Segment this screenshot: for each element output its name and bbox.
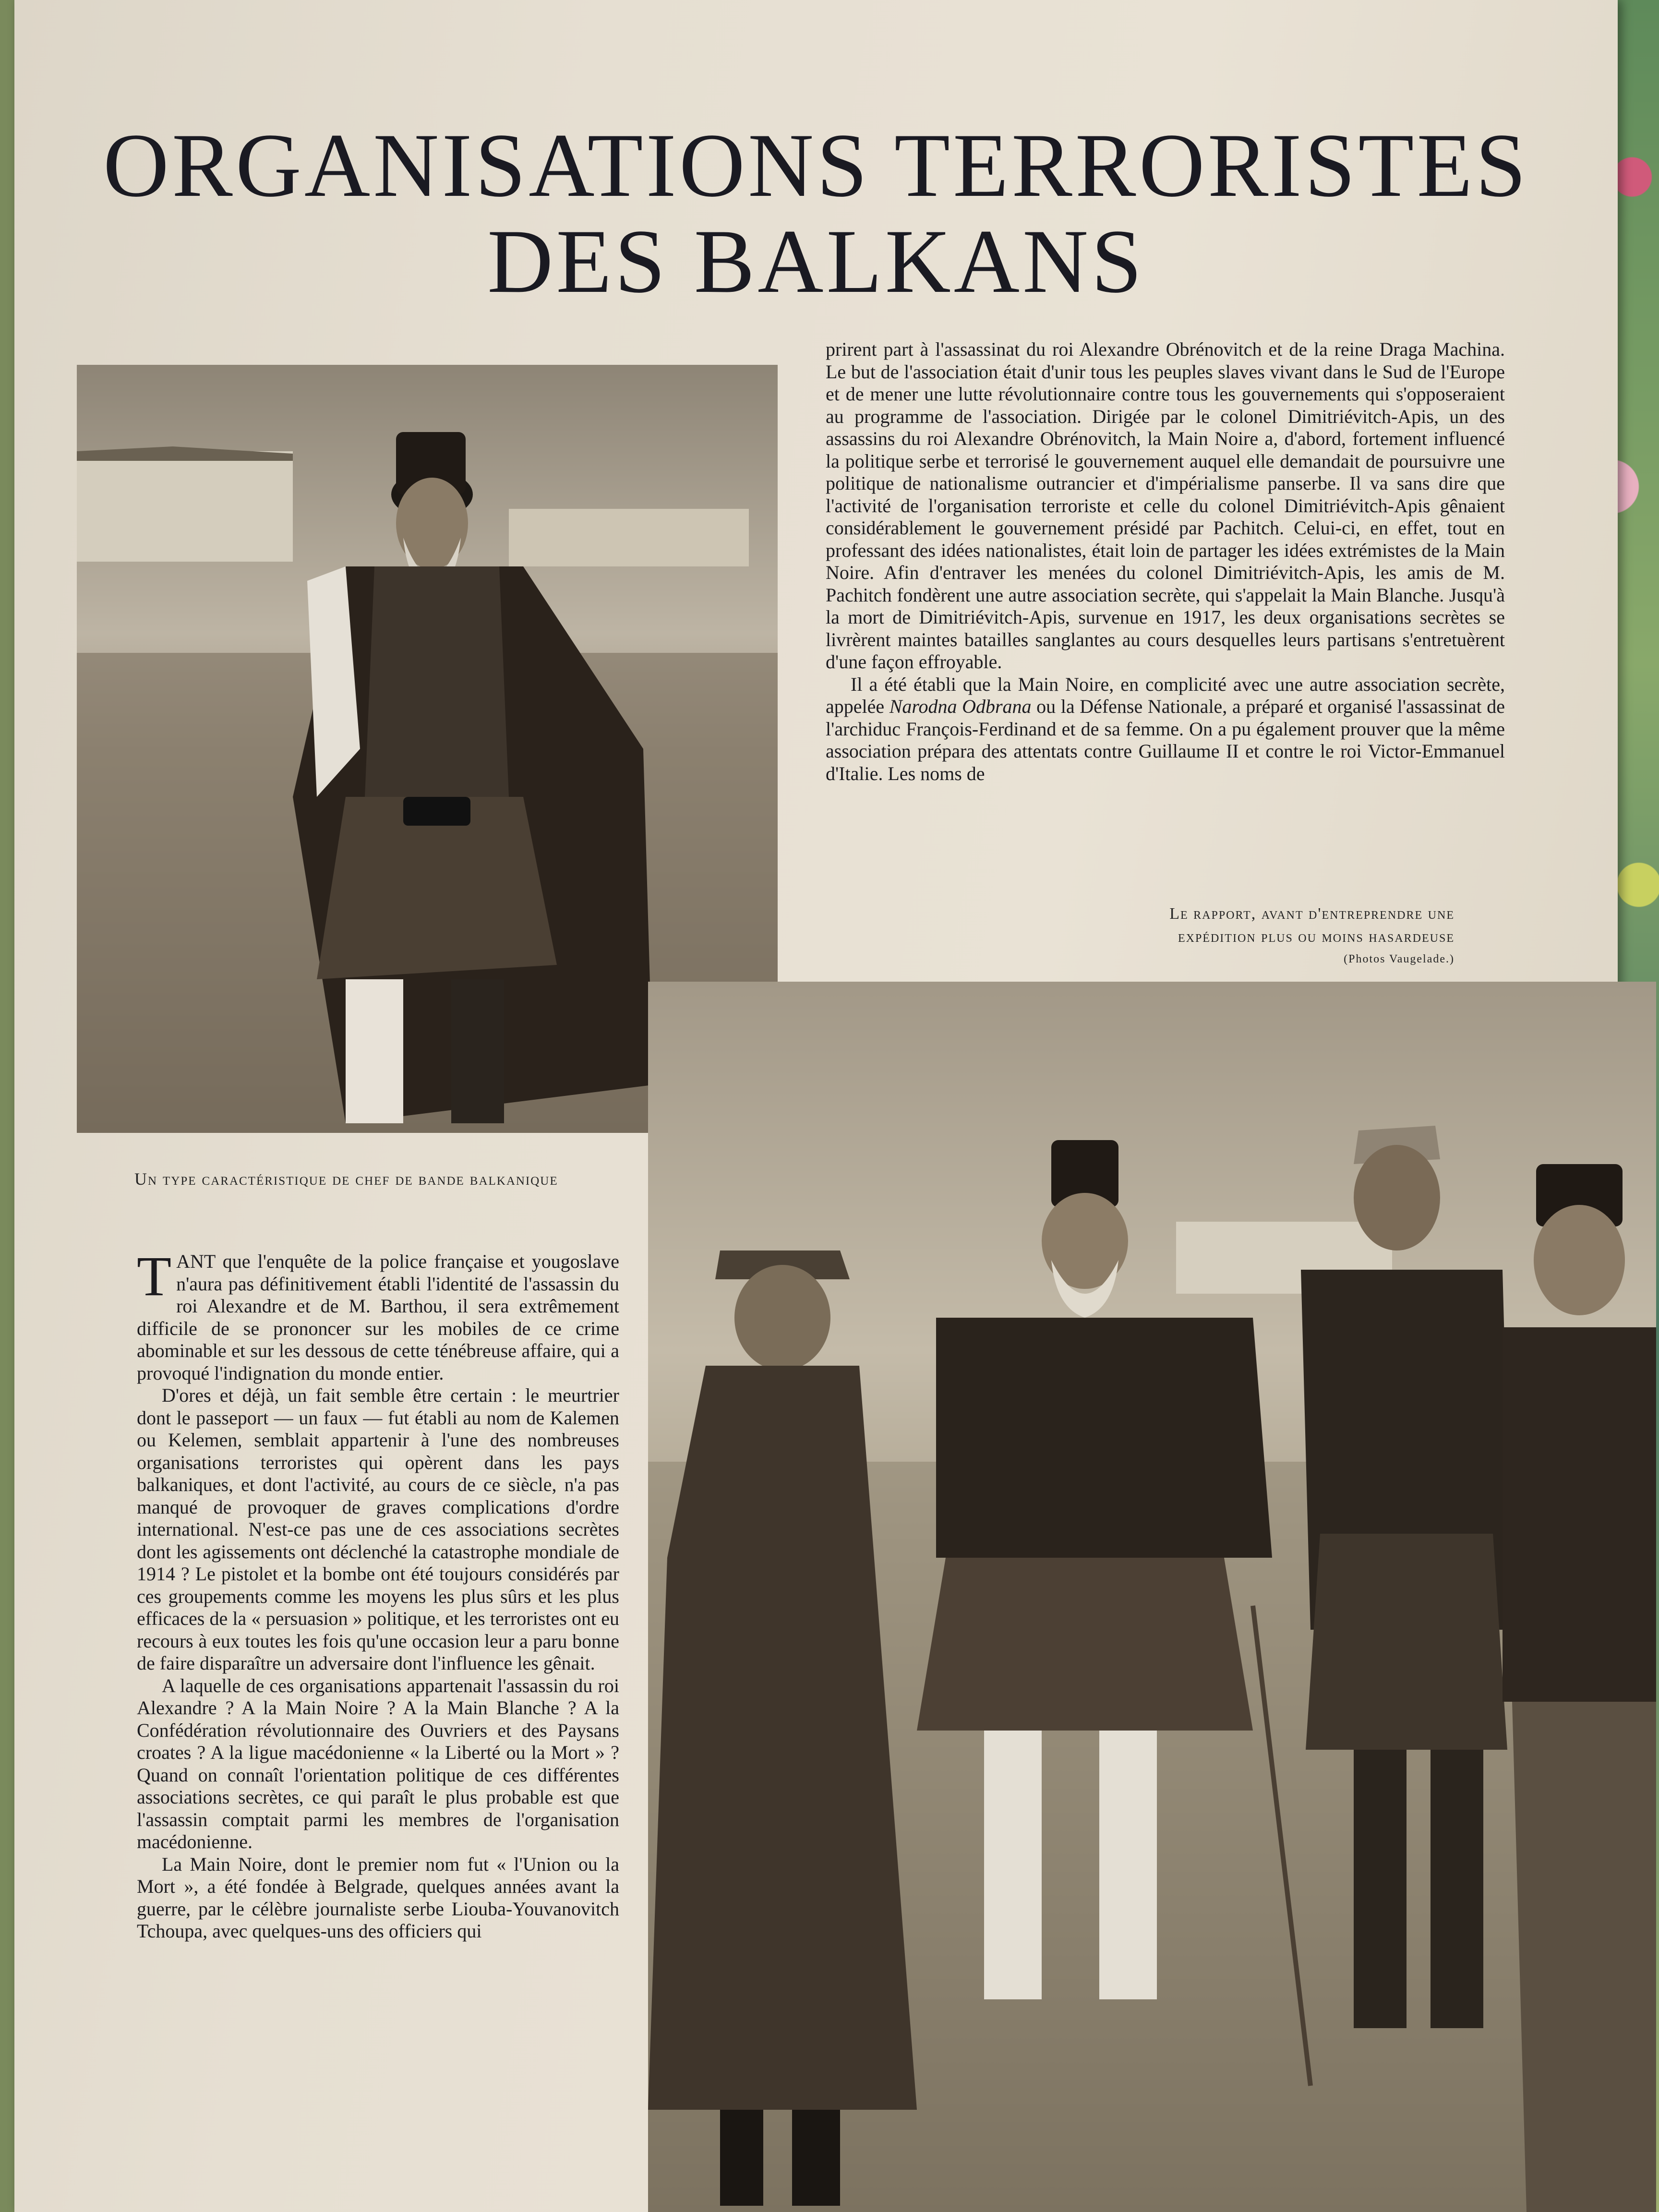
narodna-odbrana-italic: Narodna Odbrana: [889, 696, 1032, 717]
article-right-column: [826, 338, 1505, 785]
left-p1-text: ANT que l'enquête de la police française et yougoslave n'aura pas définitivement établi l'identité de l'assassin du roi Alexandre et de M. Barthou, il sera extrêmement difficile de se prononcer sur les mobiles de ce crime abominable et sur les dessous de cette ténébreuse affaire, qui a provoqué l'indignation du monde entier.: [137, 1250, 619, 1384]
caption-rapport: [1022, 902, 1455, 949]
right-paragraph-1: prirent part à l'assassinat du roi Alexandre Obrénovitch et de la reine Draga Machina. Le but de l'association était d'unir tous les peuples slaves vivant dans le Sud de l'Europe et de mener une lutte révolutionnaire contre tous les gouvernements qui s'opposeraient au programme de l'association. Dirigée par le colonel Dimitriévitch-Apis, un des assassins du roi Alexandre Obrénovitch, la Main Noire a, d'abord, fortement influencé la politique serbe et terrorisé le gouvernement auquel elle demandait de poursuivre une politique de nationalisme outrancier et d'impérialisme panserbe. Il va sans dire que l'activité de l'organisation terroriste et celle du colonel Dimitriévitch-Apis gênaient considérablement le gouvernement présidé par Pachitch. Celui-ci, en effet, tout en professant des idées nationalistes, était loin de partager les idées extrémistes de la Main Noire. Afin d'entraver les menées du colonel Dimitriévitch-Apis, les amis de M. Pachitch fondèrent une autre association secrète, qui s'appelait la Main Blanche. Jusqu'à la mort de Dimitriévitch-Apis, survenue en 1917, les deux organisations secrètes se livrèrent maintes batailles sanglantes au cours desquelles leurs partisans s'entretuèrent d'une façon effroyable.: [826, 338, 1505, 673]
caption-chef: Un type caractéristique de chef de bande balkanique: [134, 1169, 558, 1189]
right-p2-text-b: ou la Défense Nationale, a préparé et organisé l'assassinat de l'archiduc François-Ferdinand et de sa femme. On a pu également prouver que la même association prépara des attentats contre Guillaume II et contre le roi Victor-Emmanuel d'Italie. Les noms de: [826, 696, 1505, 784]
right-p2-text-a: Il a été établi que la Main Noire, en complicité avec une autre association secrète, appelée: [826, 673, 1505, 717]
magazine-page: [14, 0, 1618, 2212]
caption-rapport-line1: Le rapport, avant d'entreprendre une: [1169, 905, 1455, 923]
caption-rapport-line2: expédition plus ou moins hasardeuse: [1178, 928, 1455, 946]
page-title-line2: DES BALKANS: [487, 211, 1145, 312]
article-left-column: [137, 1245, 619, 1943]
photo-group-of-men: [648, 982, 1656, 2212]
right-paragraph-2: [826, 673, 1505, 785]
drop-cap: T: [137, 1245, 172, 1308]
left-paragraph-4: La Main Noire, dont le premier nom fut « l'Union ou la Mort », a été fondée à Belgrade, quelques années avant la guerre, par le célèbre journaliste serbe Liouba-Youvanovitch Tchoupa, avec quelques-uns des officiers qui: [137, 1853, 619, 1942]
photo-credit: (Photos Vaugelade.): [1344, 953, 1455, 965]
left-paragraph-2: D'ores et déjà, un fait semble être certain : le meurtrier dont le passeport — un faux — fut établi au nom de Kalemen ou Kelemen, semblait appartenir à l'une des nombreuses organisations terroristes qui opèrent dans les pays balkaniques, et dont l'activité, au cours de ce siècle, n'a pas manqué de provoquer de graves complications d'ordre international. N'est-ce pas une de ces associations secrètes dont les agissements ont déclenché la catastrophe mondiale de 1914 ? Le pistolet et la bombe ont été toujours considérés par ces groupements comme les moyens les plus sûrs et les plus efficaces de la « persuasion » politique, et les terroristes ont eu recours à eux toutes les fois qu'une occasion leur a paru bonne de faire disparaître un adversaire dont l'influence les gênait.: [137, 1384, 619, 1674]
left-paragraph-3: A laquelle de ces organisations appartenait l'assassin du roi Alexandre ? A la Main Noire ? A la Main Blanche ? A la Confédération révolutionnaire des Ouvriers et des Paysans croates ? A la ligue macédonienne « la Liberté ou la Mort » ? Quand on connaît l'orientation politique de ces différentes associations secrètes, ce qui paraît le plus probable est que l'assassin comptait parmi les membres de l'organisation macédonienne.: [137, 1674, 619, 1852]
left-paragraph-1: [137, 1245, 619, 1384]
page-title-line1: ORGANISATIONS TERRORISTES: [103, 115, 1529, 216]
